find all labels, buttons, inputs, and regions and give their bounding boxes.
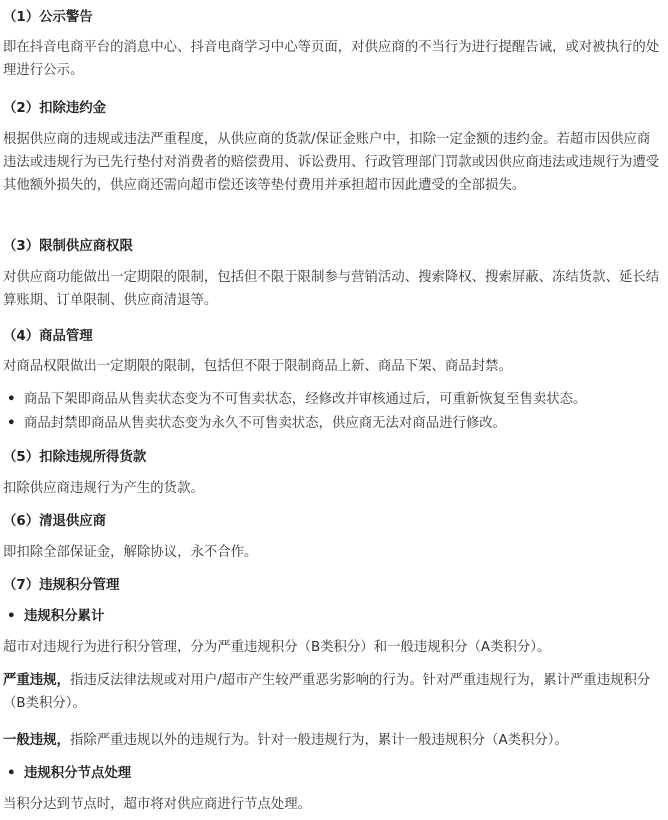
severe-violation-paragraph (3, 669, 662, 715)
severe-violation-term: 严重违规， (3, 673, 70, 688)
section-paragraph-6: 即扣除全部保证金，解除协议，永不合作。 (3, 545, 258, 560)
severe-violation-text: 指违反法律法规或对用户/超市产生较严重恶劣影响的行为。针对严重违规行为，累计严重违规积分（B类积分）。 (3, 673, 651, 711)
points-accumulation-paragraph: 超市对违规行为进行积分管理，分为严重违规积分（B类积分）和一般违规积分（A类积分）。 (3, 640, 551, 655)
section-paragraph-5: 扣除供应商违规行为产生的货款。 (3, 481, 204, 496)
bullet-icon: • (7, 609, 16, 624)
section-paragraph-1: 即在抖音电商平台的消息中心、抖音电商学习中心等页面，对供应商的不当行为进行提醒告诫，或对被执行的处理进行公示。 (3, 40, 660, 78)
general-violation-paragraph (3, 729, 662, 752)
general-violation-term: 一般违规， (3, 733, 70, 748)
section-paragraph-4: 对商品权限做出一定期限的限制，包括但不限于限制商品上新、商品下架、商品封禁。 (3, 359, 512, 374)
section-heading-6: （6）清退供应商 (3, 514, 107, 529)
bullet-icon: • (7, 392, 16, 407)
subheading-text: 违规积分累计 (24, 609, 105, 624)
general-violation-text: 指除严重违规以外的违规行为。针对一般违规行为，累计一般违规积分（A类积分）。 (69, 733, 568, 748)
subheading-points-node (3, 762, 662, 785)
subheading-text: 违规积分节点处理 (24, 766, 132, 781)
section-paragraph-3: 对供应商功能做出一定期限的限制，包括但不限于限制参与营销活动、搜索降权、搜索屏蔽、冻结货款、延长结算账期、订单限制、供应商清退等。 (3, 270, 660, 308)
bullet-icon: • (7, 416, 16, 431)
subheading-points-accumulation (3, 605, 662, 628)
section-heading-4: （4）商品管理 (3, 329, 93, 344)
list-item (3, 388, 662, 411)
section-heading-3: （3）限制供应商权限 (3, 239, 133, 254)
section-paragraph-2: 根据供应商的违规或违法严重程度，从供应商的货款/保证金账户中，扣除一定金额的违约金。若超市因供应商违法或违规行为已先行垫付对消费者的赔偿费用、诉讼费用、行政管理部门罚款或因供应商违法或违规行为遭受其他额外损失的，供应商还需向超市偿还该等垫付费用并承担超市因此遭受的全部损失。 (3, 132, 660, 193)
section-heading-7: （7）违规积分管理 (3, 578, 120, 593)
section-heading-1: （1）公示警告 (3, 10, 93, 25)
points-node-paragraph: 当积分达到节点时，超市将对供应商进行节点处理。 (3, 797, 311, 812)
list-item-text: 商品封禁即商品从售卖状态变为永久不可售卖状态，供应商无法对商品进行修改。 (24, 416, 507, 431)
section-heading-2: （2）扣除违约金 (3, 101, 107, 116)
bullet-icon: • (7, 766, 16, 781)
section-heading-5: （5）扣除违规所得货款 (3, 450, 147, 465)
list-item (3, 412, 662, 435)
list-item-text: 商品下架即商品从售卖状态变为不可售卖状态，经修改并审核通过后，可重新恢复至售卖状态。 (24, 392, 587, 407)
